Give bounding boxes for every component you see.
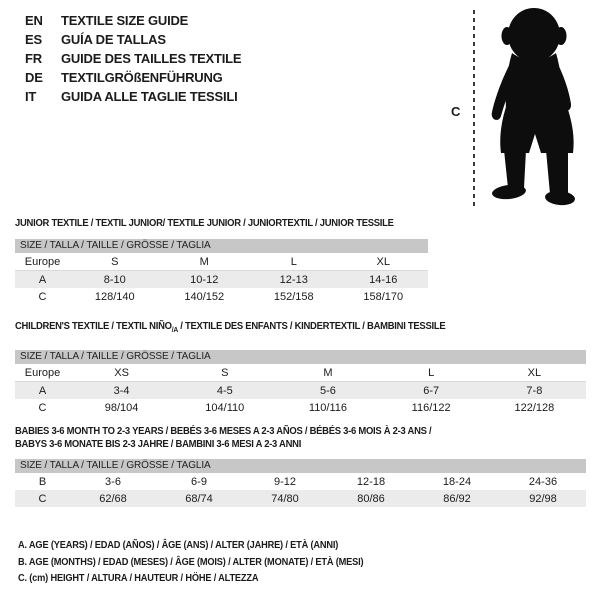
guide-title-de: TEXTILGRÖßENFÜHRUNG [61,70,223,85]
column-header-size: M [276,364,379,382]
table-row-height [15,399,586,416]
cell-value: 7-8 [483,382,586,400]
section-junior [15,217,428,305]
table-row-age-months [15,473,586,490]
cell-value: 86/92 [414,490,500,507]
cell-value: 10-12 [160,271,250,289]
table-header-row [15,364,586,382]
cell-value: 80/86 [328,490,414,507]
guide-title-es: GUÍA DE TALLAS [61,32,166,47]
language-code: IT [25,89,37,104]
cell-value: 116/122 [411,401,451,414]
row-label: B [38,475,47,488]
height-measure-label: C [451,104,461,119]
column-header-size: XL [339,253,429,271]
table-row-age [15,271,428,289]
title-line-1: BABIES 3-6 MONTH TO 2-3 YEARS / BEBÉS 3-6 MESES A 2-3 AÑOS / BÉBÉS 3-6 MOIS À 2-3 ANS / [15,425,432,437]
column-header-size: M [160,253,250,271]
language-title-list [25,11,241,106]
section-babies-title [15,425,529,451]
language-row-en [25,11,241,30]
section-babies [15,425,586,507]
guide-title-it: GUIDA ALLE TAGLIE TESSILI [61,89,238,104]
cell-value: 8-10 [70,271,160,289]
table-row-height [15,490,586,507]
column-header-size: L [249,253,339,271]
cell-value: 18-24 [442,475,472,488]
cell-value: 3-4 [70,382,173,400]
cell-value: 68/74 [156,490,242,507]
height-measure-line [473,10,475,207]
cell-value: 152/158 [273,290,314,303]
cell-value: 6-9 [191,475,207,488]
row-label: A [15,271,70,289]
size-table-children [15,364,586,416]
legend-line-b: B. AGE (MONTHS) / EDAD (MESES) / ÂGE (MOIS) / ALTER (MONATE) / ETÀ (MESI) [18,555,364,568]
size-header-bar: SIZE / TALLA / TAILLE / GRÖSSE / TAGLIA [15,459,586,473]
title-part: / TEXTILE DES ENFANTS / KINDERTEXTIL / BAMBINI TESSILE [177,320,446,332]
cell-value: 104/110 [205,401,245,414]
cell-value: 158/170 [363,290,404,303]
cell-value: 12-13 [249,271,339,289]
section-children-title [15,320,529,336]
column-header-size: S [70,253,160,271]
cell-value: 6-7 [380,382,483,400]
cell-value: 24-36 [528,475,558,488]
language-row-de [25,68,241,87]
cell-value: 14-16 [339,271,429,289]
language-row-es [25,30,241,49]
cell-value: 128/140 [94,290,135,303]
measurement-legend [18,537,411,587]
size-header-bar: SIZE / TALLA / TAILLE / GRÖSSE / TAGLIA [15,350,586,364]
row-label: C [15,490,70,507]
size-table-junior [15,253,428,305]
table-header-row [15,253,428,271]
language-code: FR [25,51,42,66]
table-row-height [15,288,428,305]
language-code: ES [25,32,42,47]
language-code: EN [25,13,43,28]
title-line-2: BABYS 3-6 MONATE BIS 2-3 JAHRE / BAMBINI 3-6 MESI A 2-3 ANNI [15,438,302,450]
language-code: DE [25,70,43,85]
row-label: A [15,382,70,400]
column-header-size: L [380,364,483,382]
cell-value: 110/116 [308,401,348,414]
legend-line-c: C. (cm) HEIGHT / ALTURA / HAUTEUR / HÖHE / ALTEZZA [18,572,259,584]
column-header-size: XL [483,364,586,382]
table-row-age [15,382,586,400]
cell-value: 3-6 [105,475,121,488]
guide-title-fr: GUIDE DES TAILLES TEXTILE [61,51,242,66]
section-junior-title: JUNIOR TEXTILE / TEXTIL JUNIOR/ TEXTILE JUNIOR / JUNIORTEXTIL / JUNIOR TESSILE [15,217,394,229]
column-header-region: Europe [15,364,70,382]
legend-line-a: A. AGE (YEARS) / EDAD (AÑOS) / ÂGE (ANS) / ALTER (JAHRE) / ETÀ (ANNI) [18,539,339,551]
cell-value: 62/68 [70,490,156,507]
cell-value: 9-12 [273,475,297,488]
language-row-fr [25,49,241,68]
cell-value: 140/152 [184,290,225,303]
title-subscript: /A [171,325,178,335]
column-header-region: Europe [15,253,70,271]
size-header-bar: SIZE / TALLA / TAILLE / GRÖSSE / TAGLIA [15,239,428,253]
cell-value: 98/104 [104,401,139,414]
section-children [15,320,586,416]
cell-value: 5-6 [276,382,379,400]
column-header-size: XS [70,364,173,382]
guide-title-en: TEXTILE SIZE GUIDE [61,13,189,28]
cell-value: 12-18 [356,475,386,488]
language-row-it [25,87,241,106]
column-header-size: S [173,364,276,382]
cell-value: 122/128 [514,401,555,414]
row-label: C [38,290,47,303]
cell-value: 74/80 [242,490,328,507]
size-table-babies [15,473,586,507]
cell-value: 4-5 [173,382,276,400]
title-part: CHILDREN'S TEXTILE / TEXTIL NIÑO [15,320,172,332]
row-label: C [38,401,47,414]
cell-value: 92/98 [500,490,586,507]
baby-silhouette-icon [484,8,590,208]
